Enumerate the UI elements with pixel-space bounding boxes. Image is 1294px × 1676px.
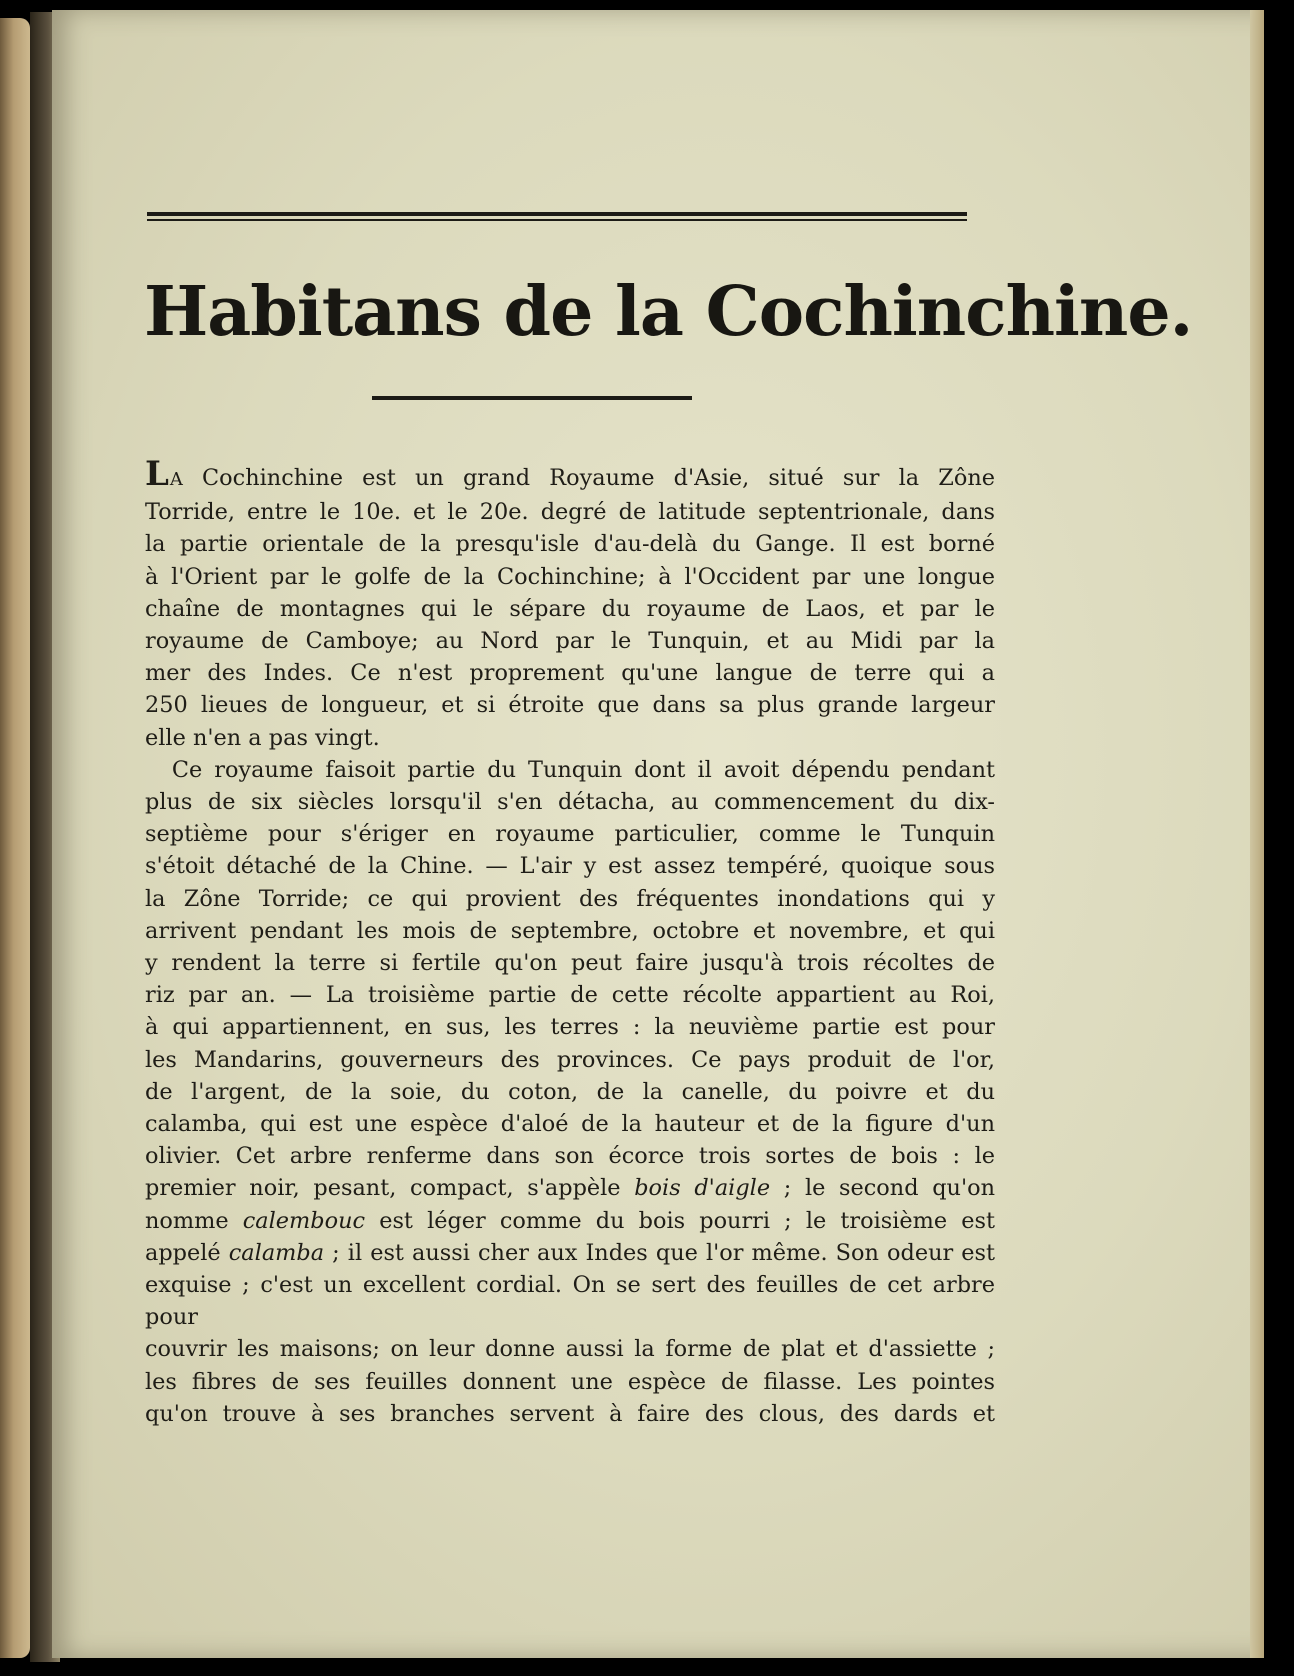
text-line: premier noir, pesant, compact, s'appèle bois d'aigle ; le second qu'on [145, 1175, 996, 1202]
text-line: les fibres de ses feuilles donnent une espèce de filasse. Les pointes [145, 1368, 995, 1395]
text-line: mer des Indes. Ce n'est proprement qu'une langue de terre qui a [145, 660, 995, 687]
text-line: Torride, entre le 10e. et le 20e. degré de latitude septentrionale, dans [145, 499, 995, 526]
text-line: arrivent pendant les mois de septembre, octobre et novembre, et qui [145, 917, 995, 944]
text-line: royaume de Camboye; au Nord par le Tunquin, et au Midi par la [145, 628, 995, 655]
italic-term: bois d'aigle [634, 1175, 771, 1202]
text-line: riz par an. — La troisième partie de cette récolte appartient au Roi, [145, 982, 995, 1009]
text-line: calamba, qui est une espèce d'aloé de la hauteur et de la figure d'un [145, 1111, 995, 1138]
previous-page-edge [0, 18, 30, 1658]
page-title: Habitans de la Cochinchine. [144, 272, 1193, 352]
initial-letter: L [145, 454, 170, 494]
text-line: appelé calamba ; il est aussi cher aux Indes que l'or même. Son odeur est [145, 1239, 996, 1266]
text-line: septième pour s'ériger en royaume particulier, comme le Tunquin [145, 821, 995, 848]
text-line: de l'argent, de la soie, du coton, de la canelle, du poivre et du [145, 1078, 995, 1105]
page-fore-edge [1250, 10, 1264, 1658]
book-page [52, 10, 1264, 1658]
italic-term: calamba [228, 1239, 325, 1266]
text-line: s'étoit détaché de la Chine. — L'air y est assez tempéré, quoique sous [145, 853, 995, 880]
text-line: plus de six siècles lorsqu'il s'en détacha, au commencement du dix- [145, 789, 995, 816]
text-line: nomme calembouc est léger comme du bois pourri ; le troisième est [145, 1207, 995, 1234]
italic-term: calembouc [242, 1207, 366, 1234]
ornamental-rule [372, 396, 692, 400]
text-line: qu'on trouve à ses branches servent à faire des clous, des dards et [145, 1400, 995, 1427]
text-line: à l'Orient par le golfe de la Cochinchine; à l'Occident par une longue [145, 563, 995, 590]
text-line: chaîne de montagnes qui le sépare du royaume de Laos, et par le [145, 595, 995, 622]
text-line: couvrir les maisons; on leur donne aussi la forme de plat et d'assiette ; [145, 1336, 995, 1363]
text-line: la partie orientale de la presqu'isle d'au-delà du Gange. Il est borné [145, 531, 995, 558]
text-line: elle n'en a pas vingt. [145, 724, 380, 751]
body-text [145, 454, 996, 1430]
text-line: LA Cochinchine est un grand Royaume d'Asie, situé sur la Zône [145, 454, 995, 494]
text-line: Ce royaume faisoit partie du Tunquin dont il avoit dépendu pendant [171, 756, 995, 783]
text-line: à qui appartiennent, en sus, les terres : la neuvième partie est pour [145, 1014, 995, 1041]
text-line: la Zône Torride; ce qui provient des fréquentes inondations qui y [145, 885, 995, 912]
text-line: olivier. Cet arbre renferme dans son écorce trois sortes de bois : le [145, 1143, 995, 1170]
text-line: exquise ; c'est un excellent cordial. On se sert des feuilles de cet arbre pour [145, 1272, 995, 1331]
text-line: les Mandarins, gouverneurs des provinces. Ce pays produit de l'or, [145, 1046, 995, 1073]
text-line: 250 lieues de longueur, et si étroite que dans sa plus grande largeur [145, 692, 995, 719]
text-line: y rendent la terre si fertile qu'on peut faire jusqu'à trois récoltes de [145, 950, 995, 977]
double-rule-top [147, 212, 967, 222]
